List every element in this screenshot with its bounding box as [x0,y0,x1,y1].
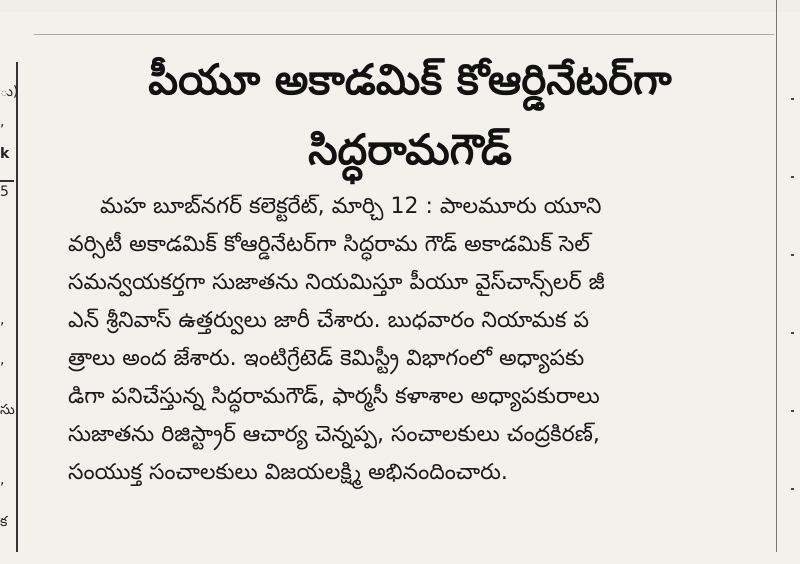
left-fragment: , [0,352,5,368]
left-fragment: క [0,514,8,530]
next-article-cutoff [90,534,740,564]
body-line: డిగా పనిచేస్తున్న సిద్ధరామగౌడ్, ఫార్మసీ కళాశాల అధ్యాపకురాలు [68,384,600,409]
left-fragment: k [0,146,10,162]
column-mark [791,410,794,412]
left-fragment: , [0,114,5,130]
column-mark [791,254,794,256]
previous-article-cutoff [0,0,800,12]
body-line: సంయుక్త సంచాలకులు విజయలక్ష్మి అభినందించారు. [68,460,508,485]
section-divider [34,34,774,35]
body-line: ఎన్ శ్రీనివాస్ ఉత్తర్వులు జారీ చేశారు. బుధవారం నియామక ప [68,308,590,333]
column-mark [791,488,794,490]
column-mark [791,176,794,178]
body-line: వర్సిటీ అకాడమిక్ కోఆర్డినేటర్‌గా సిద్ధరామ గౌడ్ అకాడమిక్ సెల్ [68,232,590,257]
body-line: సమన్వయకర్తగా సుజాతను నియమిస్తూ పీయూ వైస్‌చాన్స్‌లర్ జీ [68,270,605,295]
headline-line-1: పీయూ అకాడమిక్ కోఆర్డినేటర్‌గా [148,55,672,104]
left-fragment: సు [0,402,15,418]
headline-line-2: సిద్ధరామగౌడ్ [308,125,512,174]
body-line: త్రాలు అంద జేశారు. ఇంటిగ్రేటెడ్ కెమిస్ట్రీ విభాగంలో అధ్యాపకు [68,346,585,371]
left-fragment: , [0,472,5,488]
left-fragment: ు) [0,84,19,100]
body-line: మహ బూబ్‌నగర్ కలెక్టరేట్, మార్చి 12 : పాలమూరు యూని [100,194,602,219]
left-fragment: , [0,312,5,328]
column-mark [791,332,794,334]
adjacent-column-right [776,0,800,552]
body-line: సుజాతను రిజిస్ట్రార్ ఆచార్య చెన్నప్ప, సంచాలకులు చంద్రకిరణ్, [68,422,600,447]
left-fragment: 5 [0,184,9,200]
article-body [68,188,750,492]
adjacent-column-left [0,62,18,552]
column-mark [791,98,794,100]
article-headline [60,45,760,185]
